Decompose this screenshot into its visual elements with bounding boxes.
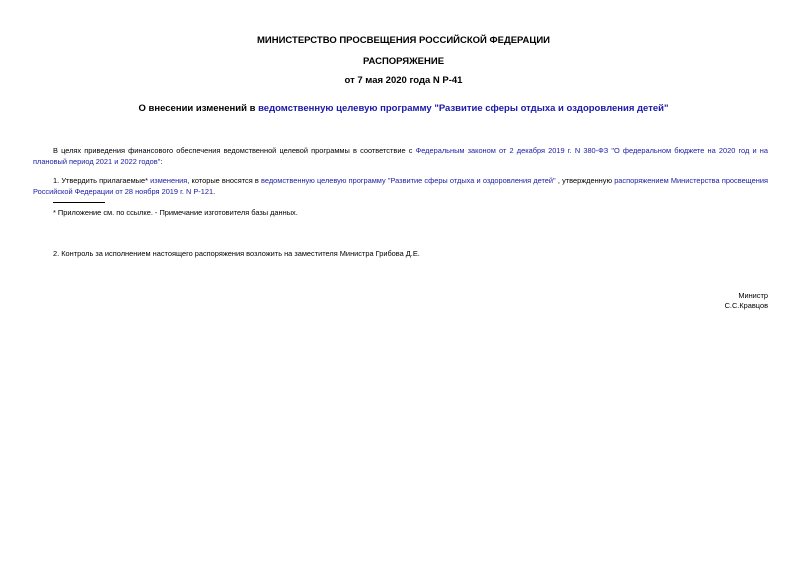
signature-title: Министр [738, 291, 768, 300]
preamble-text: В целях приведения финансового обеспечения ведомственной целевой программы в соответствие с [53, 146, 416, 155]
footnote-divider [53, 202, 105, 203]
footnote-text: * Приложение см. по ссылке. - Примечание изготовителя базы данных. [53, 208, 298, 217]
changes-link[interactable]: изменения [150, 176, 188, 185]
federal-law-link[interactable]: Федеральным законом от 2 декабря 2019 г. N 380-ФЗ "О федеральном бюджете на 2020 год и на плановый период 2021 и 2022 годов" [33, 146, 768, 166]
paragraph-preamble [33, 145, 768, 167]
approve-text-4: . [213, 187, 216, 196]
approve-text-2: , которые вносятся в [187, 176, 262, 185]
program-link[interactable]: ведомственную целевую программу "Развитие сферы отдыха и оздоровления детей" [258, 103, 669, 114]
ministry-heading: МИНИСТЕРСТВО ПРОСВЕЩЕНИЯ РОССИЙСКОЙ ФЕДЕРАЦИИ [256, 35, 551, 46]
program-link-2[interactable]: ведомственную целевую программу "Развитие сферы отдыха и оздоровления детей" [261, 176, 556, 185]
title-prefix: О внесении изменений в [138, 103, 259, 114]
order-link[interactable]: распоряжением Министерства просвещения Российской Федерации от 28 ноября 2019 г. N Р-121 [33, 176, 769, 196]
preamble-colon: : [160, 157, 163, 166]
document-date-number: от 7 мая 2020 года N Р-41 [344, 75, 463, 86]
document-title [0, 103, 807, 114]
approve-text-3: , утвержденную [555, 176, 615, 185]
paragraph-approve [33, 175, 768, 197]
document-type: РАСПОРЯЖЕНИЕ [362, 56, 445, 67]
signature-name: С.С.Кравцов [724, 301, 768, 310]
paragraph-control: 2. Контроль за исполнением настоящего распоряжения возложить на заместителя Министра Грибова Д.Е. [53, 249, 420, 258]
approve-text-1: 1. Утвердить прилагаемые* [53, 176, 151, 185]
